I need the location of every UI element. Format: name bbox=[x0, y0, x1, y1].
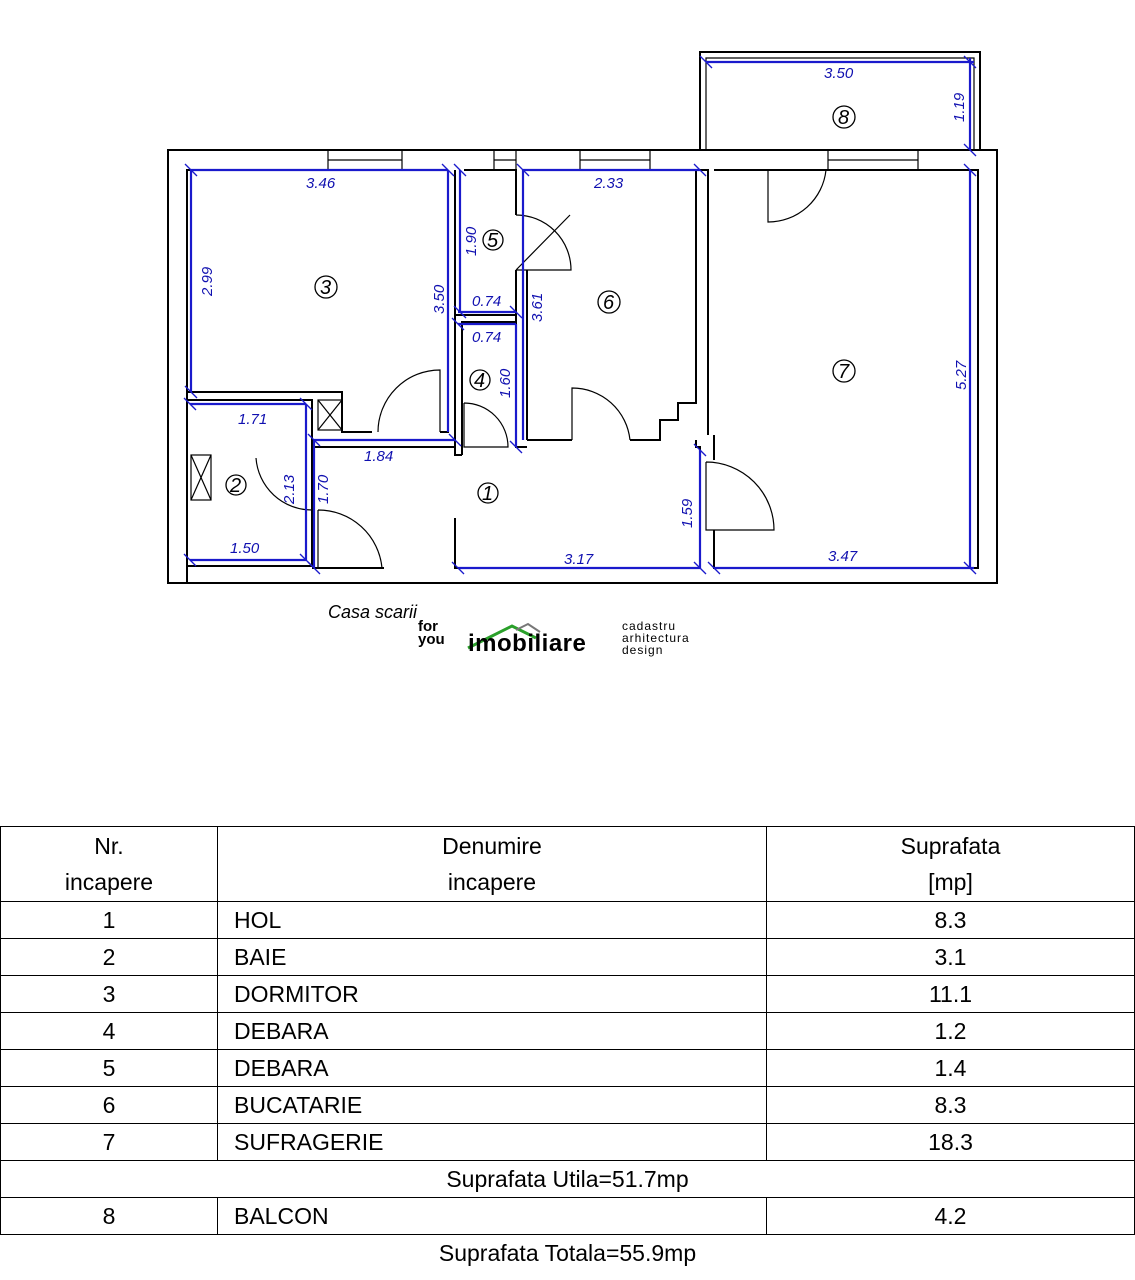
dim-label: 1.60 bbox=[497, 368, 514, 398]
room-number-1: 1 bbox=[482, 483, 494, 505]
total-area: Suprafata Totala=55.9mp bbox=[438, 1239, 697, 1266]
dimension-lines bbox=[184, 56, 976, 574]
logo-imobiliare: imobiliare bbox=[468, 630, 587, 657]
room-number-7: 7 bbox=[838, 361, 850, 383]
dim-label: 3.50 bbox=[824, 65, 854, 82]
useful-area-row bbox=[1, 1161, 1135, 1198]
dim-label: 5.27 bbox=[953, 360, 970, 390]
table-row: 3 DORMITOR 11.1 bbox=[1, 976, 1135, 1013]
logo-for-you: for you bbox=[418, 618, 445, 648]
table-row: 4 DEBARA 1.2 bbox=[1, 1013, 1135, 1050]
room-number-8: 8 bbox=[838, 107, 850, 129]
table-row: 1 HOL 8.3 bbox=[1, 902, 1135, 939]
room-number-2: 2 bbox=[230, 475, 242, 497]
header-name: Denumire incapere bbox=[218, 827, 767, 902]
room-area-table bbox=[0, 826, 1135, 1271]
balcony-row: 8 BALCON 4.2 bbox=[1, 1198, 1135, 1235]
dim-label: 2.13 bbox=[281, 474, 298, 504]
table-row: 7 SUFRAGERIE 18.3 bbox=[1, 1124, 1135, 1161]
header-area: Suprafata [mp] bbox=[767, 827, 1135, 902]
room-number-3: 3 bbox=[320, 277, 332, 299]
dim-label: 3.50 bbox=[431, 284, 448, 314]
dim-label: 3.17 bbox=[564, 551, 594, 568]
room-number-6: 6 bbox=[603, 292, 615, 314]
dim-label: 0.74 bbox=[472, 329, 502, 346]
logo-tagline: cadastru arhitectura design bbox=[622, 619, 690, 657]
dim-label: 3.46 bbox=[306, 175, 336, 192]
table-row: 5 DEBARA 1.4 bbox=[1, 1050, 1135, 1087]
table-row: 6 BUCATARIE 8.3 bbox=[1, 1087, 1135, 1124]
dim-label: 1.90 bbox=[463, 226, 480, 256]
dim-label: 2.33 bbox=[594, 175, 624, 192]
total-area-row bbox=[1, 1235, 1135, 1272]
table-row: 2 BAIE 3.1 bbox=[1, 939, 1135, 976]
room-number-4: 4 bbox=[474, 370, 486, 392]
dim-label: 3.61 bbox=[529, 292, 546, 322]
table-header bbox=[1, 827, 1135, 902]
dim-label: 0.74 bbox=[472, 293, 502, 310]
dim-label: 1.59 bbox=[679, 498, 696, 528]
stairwell-caption: Casa scarii bbox=[328, 602, 418, 622]
header-nr: Nr. incapere bbox=[1, 827, 218, 902]
dim-label: 2.99 bbox=[199, 266, 216, 296]
dim-label: 1.71 bbox=[238, 411, 268, 428]
dim-label: 1.70 bbox=[315, 474, 332, 504]
dim-label: 3.47 bbox=[828, 548, 858, 565]
dimension-labels bbox=[199, 65, 970, 568]
dim-label: 1.50 bbox=[230, 540, 260, 557]
doors bbox=[256, 170, 826, 568]
company-logo bbox=[416, 620, 736, 664]
room-number-5: 5 bbox=[487, 230, 499, 252]
useful-area-total: Suprafata Utila=51.7mp bbox=[1, 1161, 1135, 1198]
dim-label: 1.19 bbox=[951, 92, 968, 122]
dim-label: 1.84 bbox=[364, 448, 394, 465]
